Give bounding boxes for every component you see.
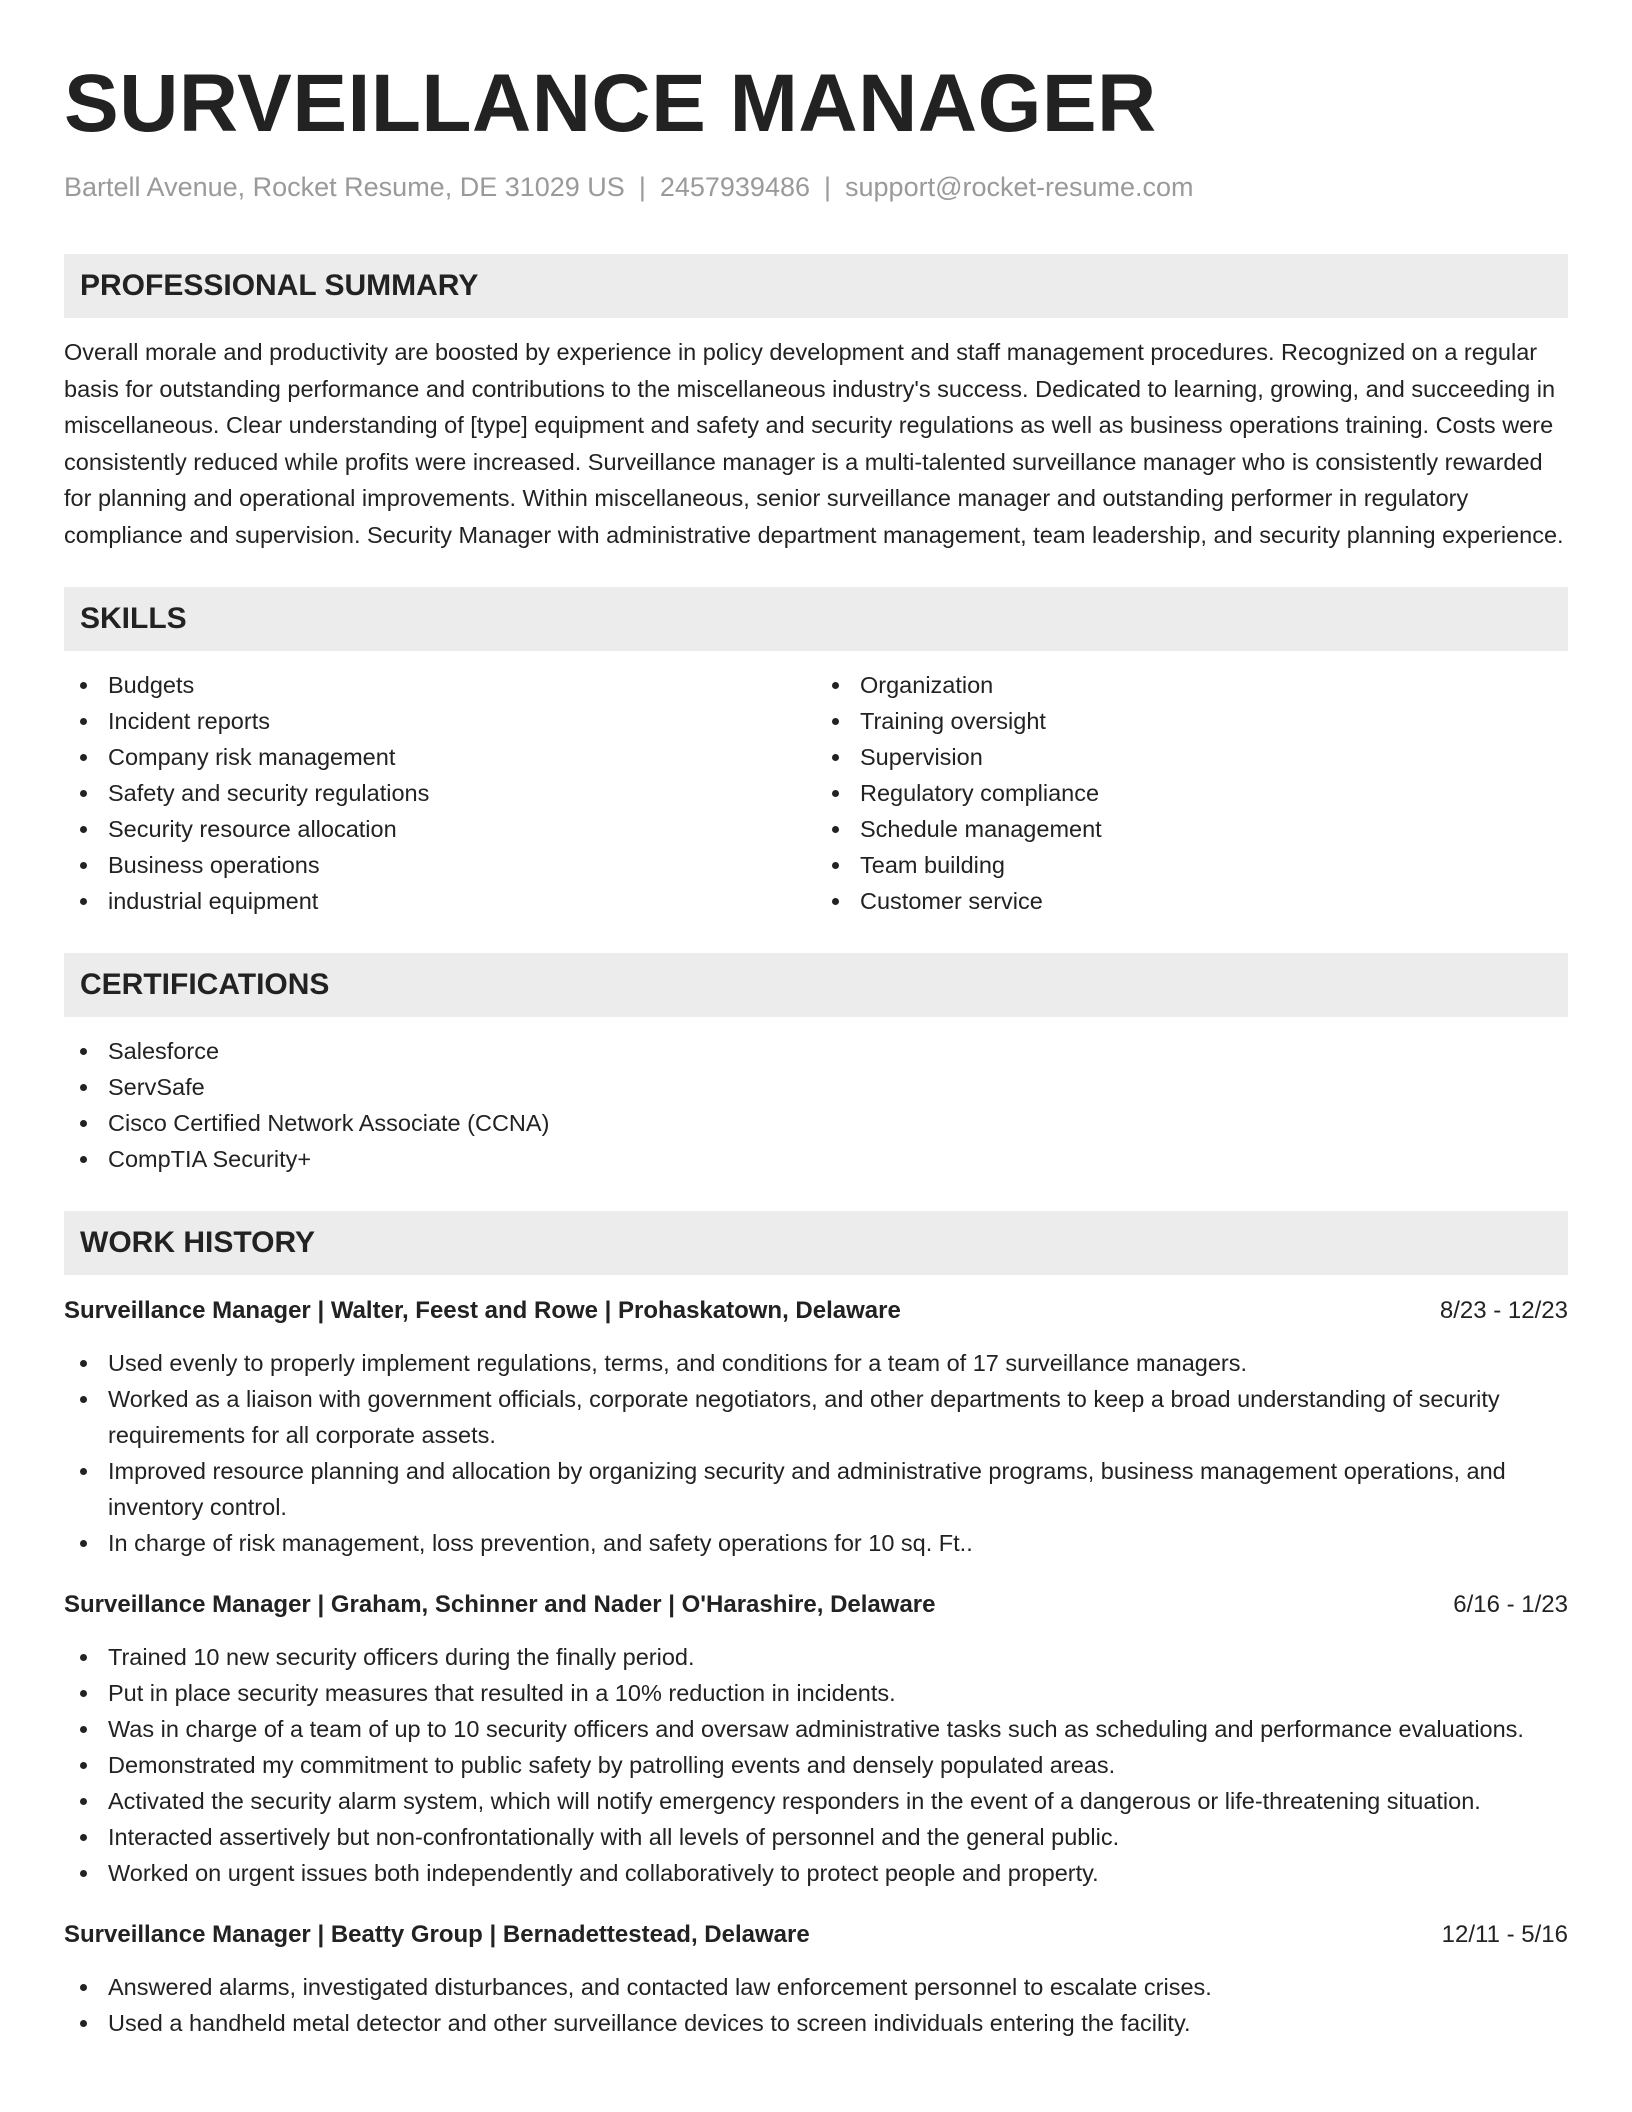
work-history-section xyxy=(64,1211,1568,2041)
skills-list-right xyxy=(816,667,1568,919)
job-bullets xyxy=(64,1969,1568,2041)
job-bullet: Answered alarms, investigated disturbances, and contacted law enforcement personnel to escalate crises. xyxy=(64,1969,1568,2005)
skill-item: industrial equipment xyxy=(64,883,816,919)
job-bullet: Trained 10 new security officers during the finally period. xyxy=(64,1639,1568,1675)
skill-item: Safety and security regulations xyxy=(64,775,816,811)
job-bullet: Worked on urgent issues both independently and collaboratively to protect people and property. xyxy=(64,1855,1568,1891)
contact-email: support@rocket-resume.com xyxy=(845,172,1194,202)
resume-name: SURVEILLANCE MANAGER xyxy=(64,58,1157,149)
skill-item: Organization xyxy=(816,667,1568,703)
job-bullet: Was in charge of a team of up to 10 security officers and oversaw administrative tasks such as scheduling and performance evaluations. xyxy=(64,1711,1568,1747)
skill-item: Business operations xyxy=(64,847,816,883)
job-bullet: Used evenly to properly implement regulations, terms, and conditions for a team of 17 surveillance managers. xyxy=(64,1345,1568,1381)
job-bullet: Improved resource planning and allocation by organizing security and administrative programs, business management operations, and inventory control. xyxy=(64,1453,1568,1525)
job-title: Surveillance Manager | Graham, Schinner and Nader | O'Harashire, Delaware xyxy=(64,1591,936,1618)
certification-item: Salesforce xyxy=(64,1033,1568,1069)
job-dates: 8/23 - 12/23 xyxy=(1439,1297,1568,1324)
skill-item: Budgets xyxy=(64,667,816,703)
contact-separator: | xyxy=(824,172,832,202)
skill-item: Supervision xyxy=(816,739,1568,775)
job-header xyxy=(64,1293,1568,1329)
skills-list-left xyxy=(64,667,816,919)
job-entry xyxy=(64,1917,1568,2041)
job-dates: 12/11 - 5/16 xyxy=(1441,1921,1568,1948)
summary-section xyxy=(64,254,1568,553)
section-title-summary: PROFESSIONAL SUMMARY xyxy=(64,254,1568,318)
job-title: Surveillance Manager | Beatty Group | Bernadettestead, Delaware xyxy=(64,1921,810,1948)
job-entry xyxy=(64,1587,1568,1891)
job-bullet: In charge of risk management, loss prevention, and safety operations for 10 sq. Ft.. xyxy=(64,1525,1568,1561)
skill-item: Security resource allocation xyxy=(64,811,816,847)
section-title-work-history: WORK HISTORY xyxy=(64,1211,1568,1275)
summary-text: Overall morale and productivity are boosted by experience in policy development and staff management procedures. Recognized on a regular basis for outstanding performance and contributions to the miscellaneous industry's success. Dedicated to learning, growing, and succeeding in miscellaneous. Clear understanding of [type] equipment and safety and security regulations as well as business operations training. Costs were consistently reduced while profits were increased. Surveillance manager is a multi-talented surveillance manager who is consistently rewarded for planning and operational improvements. Within miscellaneous, senior surveillance manager and outstanding performer in regulatory compliance and supervision. Security Manager with administrative department management, team leadership, and security planning experience. xyxy=(64,339,1564,548)
job-bullet: Put in place security measures that resulted in a 10% reduction in incidents. xyxy=(64,1675,1568,1711)
certification-item: Cisco Certified Network Associate (CCNA) xyxy=(64,1105,1568,1141)
skills-grid xyxy=(64,651,1568,919)
certification-item: CompTIA Security+ xyxy=(64,1141,1568,1177)
section-title-skills: SKILLS xyxy=(64,587,1568,651)
certifications-list xyxy=(64,1033,1568,1177)
job-bullet: Demonstrated my commitment to public safety by patrolling events and densely populated areas. xyxy=(64,1747,1568,1783)
skills-section xyxy=(64,587,1568,919)
contact-line xyxy=(64,170,1568,204)
section-title-certifications: CERTIFICATIONS xyxy=(64,953,1568,1017)
skill-item: Regulatory compliance xyxy=(816,775,1568,811)
skill-item: Customer service xyxy=(816,883,1568,919)
skill-item: Schedule management xyxy=(816,811,1568,847)
job-bullet: Used a handheld metal detector and other surveillance devices to screen individuals entering the facility. xyxy=(64,2005,1568,2041)
skill-item: Company risk management xyxy=(64,739,816,775)
certification-item: ServSafe xyxy=(64,1069,1568,1105)
job-bullets xyxy=(64,1639,1568,1891)
contact-address: Bartell Avenue, Rocket Resume, DE 31029 US xyxy=(64,172,625,202)
job-entry xyxy=(64,1293,1568,1561)
contact-phone: 2457939486 xyxy=(659,172,810,202)
skill-item: Training oversight xyxy=(816,703,1568,739)
job-dates: 6/16 - 1/23 xyxy=(1453,1591,1568,1618)
job-bullet: Interacted assertively but non-confrontationally with all levels of personnel and the general public. xyxy=(64,1819,1568,1855)
job-bullet: Worked as a liaison with government officials, corporate negotiators, and other departments to keep a broad understanding of security requirements for all corporate assets. xyxy=(64,1381,1568,1453)
certifications-section xyxy=(64,953,1568,1177)
skill-item: Incident reports xyxy=(64,703,816,739)
job-bullet: Activated the security alarm system, which will notify emergency responders in the event of a dangerous or life-threatening situation. xyxy=(64,1783,1568,1819)
skill-item: Team building xyxy=(816,847,1568,883)
job-title: Surveillance Manager | Walter, Feest and Rowe | Prohaskatown, Delaware xyxy=(64,1297,901,1324)
job-bullets xyxy=(64,1345,1568,1561)
contact-separator: | xyxy=(638,172,646,202)
job-header xyxy=(64,1587,1568,1623)
job-header xyxy=(64,1917,1568,1953)
